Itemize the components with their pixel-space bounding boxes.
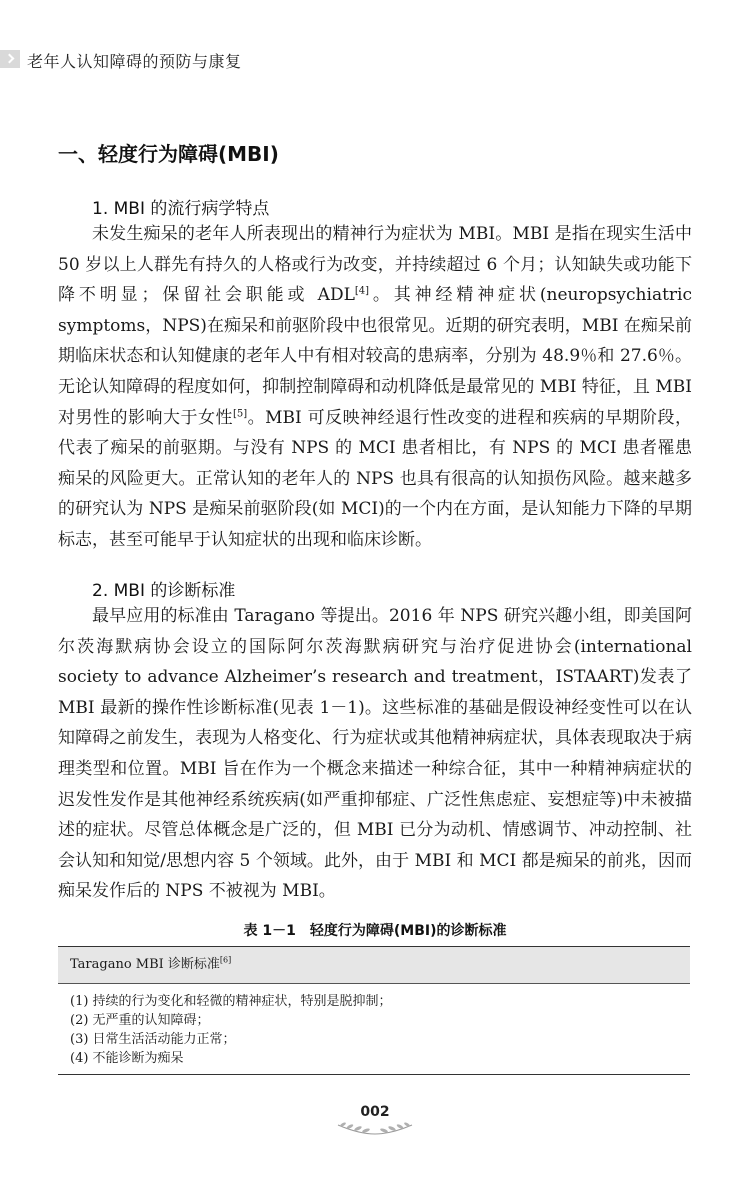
paragraph-text: 。其神经精神症状(neuropsychiatric symptoms，NPS)在痴呆和前驱阶段中也很常见。近期的研究表明，MBI 在痴呆前期临床状态和认知健康的老年人中有相对较高的患病率，分别为 48.9％和 27.6％。无论认知障碍的程度如何，抑制控制障碍和动机降低是最常见的 MBI 特征，且 MBI 对男性的影响大于女性 — [58, 285, 692, 428]
paragraph-diagnosis — [58, 601, 692, 907]
table-row: (2) 无严重的认知障碍； — [70, 1013, 210, 1028]
paragraph-text: 。MBI 可反映神经退行性改变的进程和疾病的早期阶段，代表了痴呆的前驱期。与没有 NPS 的 MCI 患者相比，有 NPS 的 MCI 患者罹患痴呆的风险更大。正常认知的老年人的 NPS 也具有很高的认知损伤风险。越来越多的研究认为 NPS 是痴呆前驱阶段(如 MCI)的一个内在方面，是认知能力下降的早期标志，甚至可能早于认知症状的出现和临床诊断。 — [58, 407, 692, 550]
table-row: (3) 日常生活活动能力正常； — [70, 1032, 236, 1047]
citation-ref[interactable]: [6] — [219, 955, 232, 965]
table-body — [58, 984, 690, 1075]
citation-ref[interactable]: [4] — [354, 285, 370, 297]
chevron-right-icon — [0, 50, 20, 68]
laurel-ornament-icon — [330, 1120, 420, 1138]
table-caption: 表 1－1 轻度行为障碍(MBI)的诊断标准 — [243, 923, 507, 939]
page-footer — [0, 1104, 750, 1138]
section-heading: 一、轻度行为障碍(MBI) — [58, 142, 279, 166]
table-row: (4) 不能诊断为痴呆 — [70, 1051, 184, 1066]
paragraph-text: 未发生痴呆的老年人所表现出的精神行为症状为 MBI。MBI 是指在现实生活中 50 岁以上人群先有持久的人格或行为改变，并持续超过 6 个月；认知缺失或功能下降不明显；保留社会职能或 ADL — [58, 224, 692, 306]
citation-ref[interactable]: [5] — [232, 407, 248, 419]
paragraph-epidemiology — [58, 219, 692, 556]
criteria-table — [58, 946, 690, 1075]
running-title: 老年人认知障碍的预防与康复 — [27, 52, 242, 71]
paragraph-text: 最早应用的标准由 Taragano 等提出。2016 年 NPS 研究兴趣小组，即美国阿尔茨海默病协会设立的国际阿尔茨海默病研究与治疗促进协会(international society to advance Alzheimer’s research and treatment，ISTAART)发表了 MBI 最新的操作性诊断标准(见表 1－1)。这些标准的基础是假设神经变性可以在认知障碍之前发生，表现为人格变化、行为症状或其他精神病症状，具体表现取决于病理类型和位置。MBI 旨在作为一个概念来描述一种综合征，其中一种精神病症状的迟发性发作是其他神经系统疾病(如严重抑郁症、广泛性焦虑症、妄想症等)中未被描述的症状。尽管总体概念是广泛的，但 MBI 已分为动机、情感调节、冲动控制、社会认知和知觉/思想内容 5 个领域。此外，由于 MBI 和 MCI 都是痴呆的前兆，因而痴呆发作后的 NPS 不被视为 MBI。 — [58, 606, 692, 902]
subsection-heading-diagnosis: 2. MBI 的诊断标准 — [92, 581, 236, 601]
subsection-heading-epidemiology: 1. MBI 的流行病学特点 — [92, 199, 270, 219]
table-row: (1) 持续的行为变化和轻微的精神症状，特别是脱抑制； — [70, 994, 392, 1009]
running-header — [0, 40, 750, 80]
page-number: 002 — [360, 1104, 390, 1120]
table-header-label: Taragano MBI 诊断标准 — [70, 957, 220, 972]
table-header — [58, 946, 690, 984]
